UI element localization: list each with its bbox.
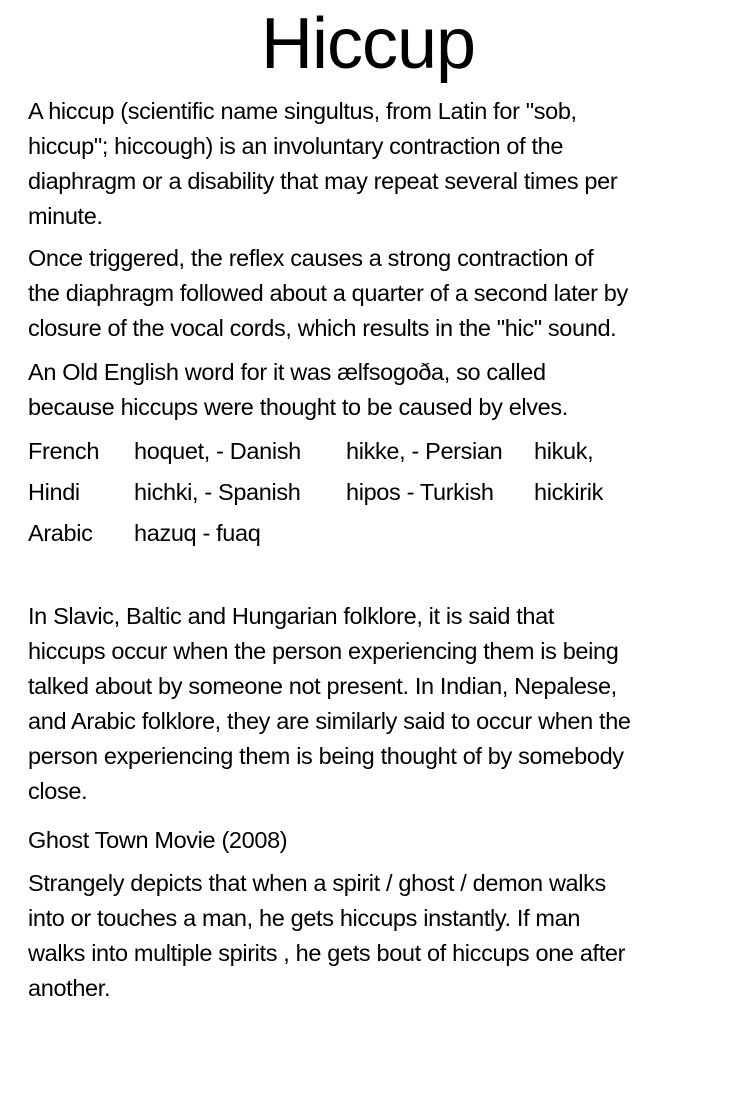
translation-cell: Arabic <box>28 520 93 546</box>
translation-cell: French <box>28 438 100 464</box>
translation-cell: hoquet, - Danish <box>134 438 301 464</box>
translation-cell: hikuk, <box>534 438 594 464</box>
text-line: diaphragm or a disability that may repeat several times per <box>28 168 618 194</box>
text-line: hiccup"; hiccough) is an involuntary contraction of the <box>28 133 564 159</box>
translation-cell: hipos - Turkish <box>346 479 494 505</box>
text-line: Once triggered, the reflex causes a strong contraction of <box>28 245 594 271</box>
text-line: into or touches a man, he gets hiccups instantly. If man <box>28 905 581 931</box>
text-line: and Arabic folklore, they are similarly said to occur when the <box>28 708 631 734</box>
translation-cell: hikke, - Persian <box>346 438 503 464</box>
translation-cell: hickirik <box>534 479 604 505</box>
text-line: minute. <box>28 203 103 229</box>
folklore-paragraph <box>28 599 718 809</box>
text-line: Strangely depicts that when a spirit / ghost / demon walks <box>28 870 606 896</box>
translation-row <box>28 475 728 510</box>
text-line: because hiccups were thought to be caused by elves. <box>28 394 568 420</box>
page-title: Hiccup <box>260 4 476 84</box>
translation-cell: hazuq - fuaq <box>134 520 261 546</box>
text-line: hiccups occur when the person experiencing them is being <box>28 638 619 664</box>
text-line: person experiencing them is being thought of by somebody <box>28 743 624 769</box>
translation-cell: Hindi <box>28 479 80 505</box>
translation-cell: hichki, - Spanish <box>134 479 301 505</box>
text-line: walks into multiple spirits , he gets bout of hiccups one after <box>28 940 626 966</box>
text-line: A hiccup (scientific name singultus, from Latin for "sob, <box>28 98 577 124</box>
movie-paragraph <box>28 866 718 1006</box>
intro-paragraph <box>28 94 718 234</box>
movie-heading <box>28 823 718 858</box>
text-line: close. <box>28 778 88 804</box>
text-line: closure of the vocal cords, which results in the "hic" sound. <box>28 315 617 341</box>
reflex-paragraph <box>28 241 718 346</box>
translation-row <box>28 516 728 551</box>
text-line: An Old English word for it was ælfsogoða, so called <box>28 359 546 385</box>
text-line: talked about by someone not present. In Indian, Nepalese, <box>28 673 617 699</box>
text-line: another. <box>28 975 111 1001</box>
text-line: the diaphragm followed about a quarter of a second later by <box>28 280 628 306</box>
old-english-paragraph <box>28 355 718 425</box>
text-line: Ghost Town Movie (2008) <box>28 827 288 853</box>
translation-row <box>28 434 728 469</box>
text-line: In Slavic, Baltic and Hungarian folklore, it is said that <box>28 603 555 629</box>
